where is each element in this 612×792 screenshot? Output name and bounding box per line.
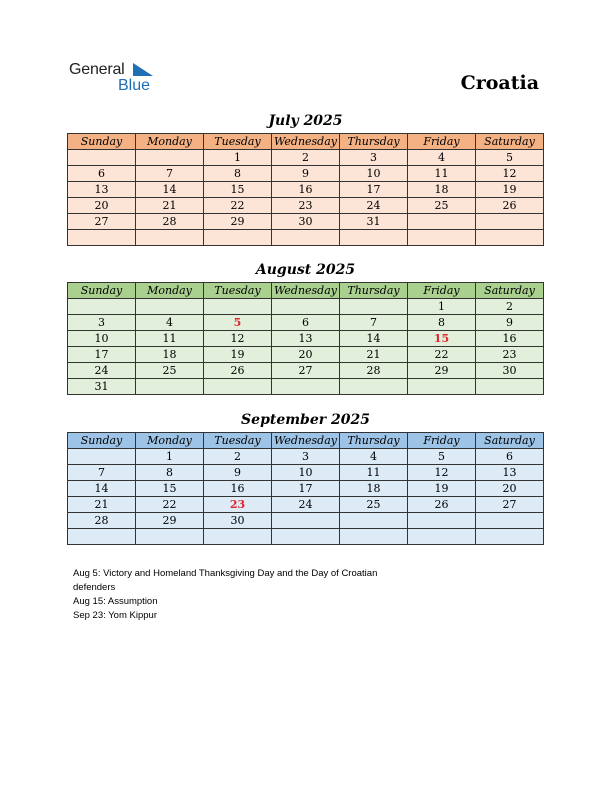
day-cell: 11	[340, 465, 408, 481]
day-cell: 13	[272, 331, 340, 347]
weekday-header: Tuesday	[204, 283, 272, 299]
logo-triangle-icon	[133, 63, 155, 77]
day-cell: 11	[136, 331, 204, 347]
holiday-note: Aug 15: Assumption	[73, 596, 158, 607]
empty-day-cell	[272, 513, 340, 529]
day-cell: 31	[68, 379, 136, 395]
weekday-header: Friday	[408, 433, 476, 449]
day-cell: 12	[476, 166, 544, 182]
day-cell: 27	[68, 214, 136, 230]
day-cell: 20	[68, 198, 136, 214]
empty-day-cell	[476, 529, 544, 545]
weekday-header: Thursday	[340, 433, 408, 449]
day-cell: 1	[136, 449, 204, 465]
empty-day-cell	[408, 230, 476, 246]
day-cell: 29	[408, 363, 476, 379]
day-cell: 14	[68, 481, 136, 497]
day-cell: 8	[408, 315, 476, 331]
weekday-header: Friday	[408, 134, 476, 150]
day-cell: 4	[136, 315, 204, 331]
day-cell: 7	[340, 315, 408, 331]
day-cell: 15	[408, 331, 476, 347]
week-row	[68, 481, 544, 497]
day-cell: 18	[340, 481, 408, 497]
day-cell: 15	[136, 481, 204, 497]
day-cell: 25	[408, 198, 476, 214]
day-cell: 9	[476, 315, 544, 331]
empty-day-cell	[272, 299, 340, 315]
empty-day-cell	[68, 299, 136, 315]
weekday-header: Sunday	[68, 134, 136, 150]
day-cell: 2	[476, 299, 544, 315]
day-cell: 9	[204, 465, 272, 481]
day-cell: 28	[136, 214, 204, 230]
week-row	[68, 347, 544, 363]
weekday-header: Monday	[136, 134, 204, 150]
day-cell: 28	[68, 513, 136, 529]
empty-day-cell	[204, 299, 272, 315]
week-row	[68, 465, 544, 481]
day-cell: 2	[204, 449, 272, 465]
week-row	[68, 529, 544, 545]
day-cell: 27	[272, 363, 340, 379]
week-row	[68, 497, 544, 513]
empty-day-cell	[136, 230, 204, 246]
week-row	[68, 331, 544, 347]
day-cell: 1	[408, 299, 476, 315]
empty-day-cell	[272, 529, 340, 545]
day-cell: 19	[476, 182, 544, 198]
empty-day-cell	[408, 529, 476, 545]
weekday-header: Sunday	[68, 433, 136, 449]
day-cell: 8	[136, 465, 204, 481]
empty-day-cell	[204, 230, 272, 246]
day-cell: 26	[204, 363, 272, 379]
week-row	[68, 214, 544, 230]
country-title: Croatia	[460, 72, 539, 94]
day-cell: 25	[340, 497, 408, 513]
day-cell: 11	[408, 166, 476, 182]
empty-day-cell	[136, 529, 204, 545]
empty-day-cell	[272, 230, 340, 246]
day-cell: 3	[340, 150, 408, 166]
weekday-header: Thursday	[340, 283, 408, 299]
day-cell: 21	[340, 347, 408, 363]
day-cell: 6	[476, 449, 544, 465]
day-cell: 22	[408, 347, 476, 363]
weekday-header: Friday	[408, 283, 476, 299]
week-row	[68, 315, 544, 331]
day-cell: 30	[272, 214, 340, 230]
day-cell: 4	[340, 449, 408, 465]
calendar-july	[67, 133, 544, 246]
empty-day-cell	[136, 379, 204, 395]
day-cell: 8	[204, 166, 272, 182]
day-cell: 3	[68, 315, 136, 331]
weekday-header: Wednesday	[272, 283, 340, 299]
day-cell: 16	[204, 481, 272, 497]
day-cell: 23	[204, 497, 272, 513]
day-cell: 19	[204, 347, 272, 363]
empty-day-cell	[272, 379, 340, 395]
day-cell: 23	[476, 347, 544, 363]
day-cell: 6	[272, 315, 340, 331]
week-row	[68, 198, 544, 214]
day-cell: 23	[272, 198, 340, 214]
calendar-august	[67, 282, 544, 395]
weekday-header: Thursday	[340, 134, 408, 150]
weekday-header: Wednesday	[272, 433, 340, 449]
month-title-august: August 2025	[255, 262, 356, 278]
day-cell: 31	[340, 214, 408, 230]
day-cell: 5	[408, 449, 476, 465]
empty-day-cell	[476, 230, 544, 246]
day-cell: 12	[408, 465, 476, 481]
day-cell: 14	[340, 331, 408, 347]
empty-day-cell	[204, 379, 272, 395]
empty-day-cell	[340, 513, 408, 529]
day-cell: 15	[204, 182, 272, 198]
weekday-header: Monday	[136, 283, 204, 299]
weekday-header-row	[68, 283, 544, 299]
day-cell: 20	[272, 347, 340, 363]
day-cell: 18	[408, 182, 476, 198]
day-cell: 29	[204, 214, 272, 230]
day-cell: 22	[136, 497, 204, 513]
day-cell: 29	[136, 513, 204, 529]
day-cell: 16	[272, 182, 340, 198]
weekday-header: Wednesday	[272, 134, 340, 150]
week-row	[68, 166, 544, 182]
logo-text-general: General	[69, 61, 125, 78]
week-row	[68, 449, 544, 465]
empty-day-cell	[408, 513, 476, 529]
weekday-header: Saturday	[476, 433, 544, 449]
weekday-header: Tuesday	[204, 433, 272, 449]
day-cell: 17	[272, 481, 340, 497]
day-cell: 30	[476, 363, 544, 379]
day-cell: 12	[204, 331, 272, 347]
calendar-september	[67, 432, 544, 545]
weekday-header: Monday	[136, 433, 204, 449]
week-row	[68, 363, 544, 379]
week-row	[68, 379, 544, 395]
weekday-header: Saturday	[476, 134, 544, 150]
week-row	[68, 182, 544, 198]
empty-day-cell	[68, 150, 136, 166]
day-cell: 13	[476, 465, 544, 481]
holiday-note: Sep 23: Yom Kippur	[73, 610, 157, 621]
day-cell: 14	[136, 182, 204, 198]
empty-day-cell	[476, 214, 544, 230]
day-cell: 10	[68, 331, 136, 347]
weekday-header-row	[68, 134, 544, 150]
day-cell: 22	[204, 198, 272, 214]
day-cell: 4	[408, 150, 476, 166]
month-title-september: September 2025	[241, 412, 370, 428]
day-cell: 18	[136, 347, 204, 363]
day-cell: 17	[68, 347, 136, 363]
day-cell: 27	[476, 497, 544, 513]
day-cell: 28	[340, 363, 408, 379]
day-cell: 16	[476, 331, 544, 347]
day-cell: 3	[272, 449, 340, 465]
day-cell: 24	[272, 497, 340, 513]
empty-day-cell	[340, 529, 408, 545]
day-cell: 24	[340, 198, 408, 214]
day-cell: 7	[68, 465, 136, 481]
empty-day-cell	[204, 529, 272, 545]
holiday-note: Aug 5: Victory and Homeland Thanksgiving Day and the Day of Croatian defenders	[73, 568, 378, 593]
day-cell: 5	[204, 315, 272, 331]
week-row	[68, 150, 544, 166]
generalblue-logo	[69, 61, 159, 95]
day-cell: 21	[68, 497, 136, 513]
day-cell: 26	[476, 198, 544, 214]
weekday-header: Sunday	[68, 283, 136, 299]
day-cell: 9	[272, 166, 340, 182]
holiday-notes	[73, 567, 413, 623]
day-cell: 10	[272, 465, 340, 481]
day-cell: 24	[68, 363, 136, 379]
weekday-header: Tuesday	[204, 134, 272, 150]
empty-day-cell	[408, 379, 476, 395]
empty-day-cell	[476, 513, 544, 529]
week-row	[68, 513, 544, 529]
month-title-july: July 2025	[268, 113, 343, 129]
day-cell: 17	[340, 182, 408, 198]
day-cell: 25	[136, 363, 204, 379]
empty-day-cell	[136, 150, 204, 166]
empty-day-cell	[68, 449, 136, 465]
weekday-header-row	[68, 433, 544, 449]
logo-text-blue: Blue	[118, 77, 151, 94]
day-cell: 2	[272, 150, 340, 166]
week-row	[68, 299, 544, 315]
day-cell: 5	[476, 150, 544, 166]
empty-day-cell	[340, 299, 408, 315]
week-row	[68, 230, 544, 246]
day-cell: 13	[68, 182, 136, 198]
empty-day-cell	[136, 299, 204, 315]
empty-day-cell	[68, 230, 136, 246]
empty-day-cell	[408, 214, 476, 230]
empty-day-cell	[340, 230, 408, 246]
day-cell: 30	[204, 513, 272, 529]
day-cell: 21	[136, 198, 204, 214]
day-cell: 7	[136, 166, 204, 182]
empty-day-cell	[476, 379, 544, 395]
empty-day-cell	[340, 379, 408, 395]
day-cell: 6	[68, 166, 136, 182]
day-cell: 20	[476, 481, 544, 497]
day-cell: 10	[340, 166, 408, 182]
day-cell: 1	[204, 150, 272, 166]
weekday-header: Saturday	[476, 283, 544, 299]
day-cell: 26	[408, 497, 476, 513]
empty-day-cell	[68, 529, 136, 545]
day-cell: 19	[408, 481, 476, 497]
